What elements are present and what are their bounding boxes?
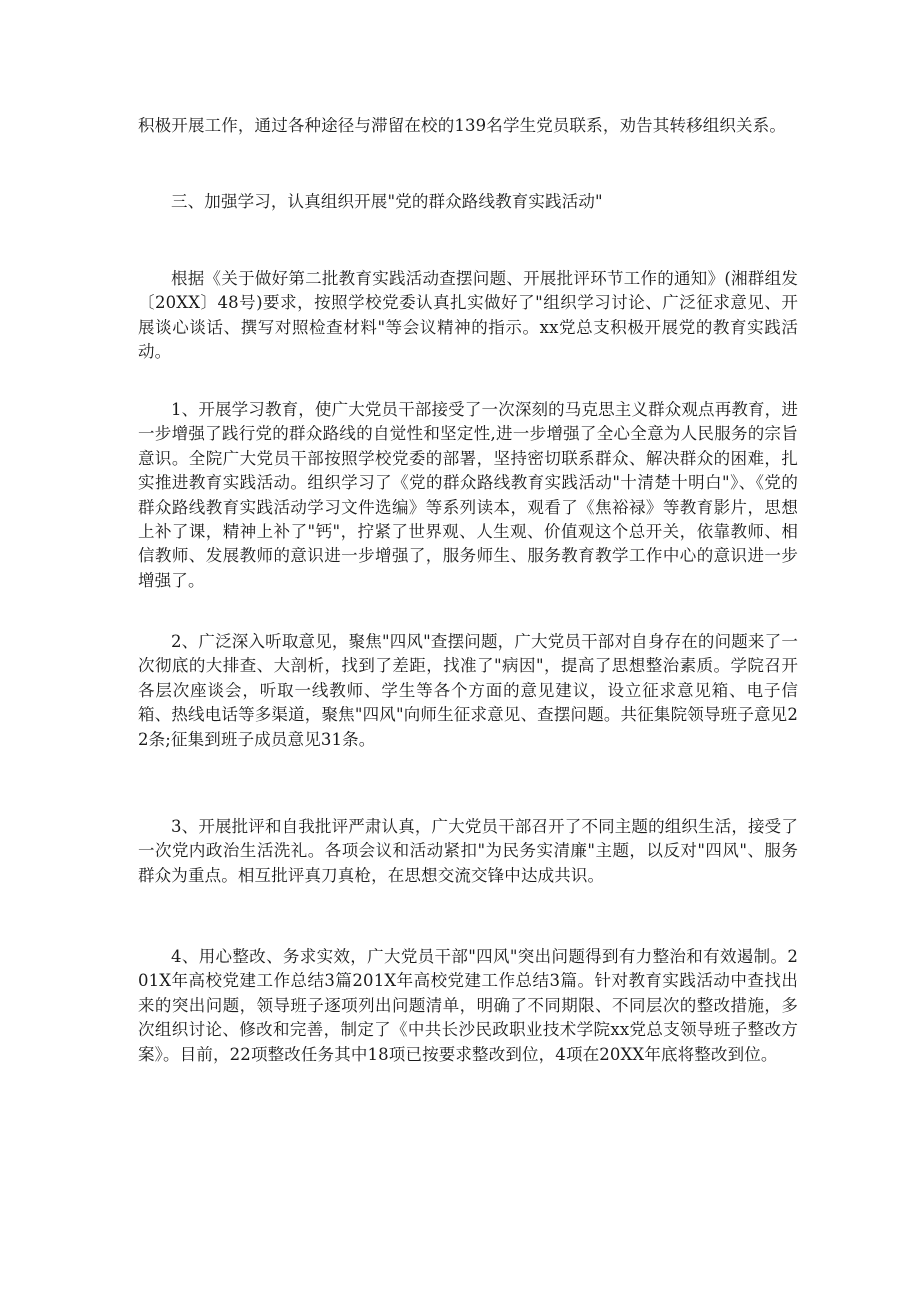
section-heading: 三、加强学习，认真组织开展"党的群众路线教育实践活动" (171, 192, 603, 211)
paragraph-item-4: 4、用心整改、务求实效，广大党员干部"四风"突出问题得到有力整治和有效遏制。201X年高校党建工作总结3篇201X年高校党建工作总结3篇。针对教育实践活动中查找出来的突出问题，领导班子逐项列出问题清单，明确了不同期限、不同层次的整改措施，多次组织讨论、修改和完善，制定了《中共长沙民政职业技术学院xx党总支领导班子整改方案》。目前，22项整改任务其中18项已按要求整改到位，4项在20XX年底将整改到位。 (138, 947, 798, 1064)
paragraph-intro: 根据《关于做好第二批教育实践活动查摆问题、开展批评环节工作的通知》(湘群组发〔20XX〕48号)要求，按照学校党委认真扎实做好了"组织学习讨论、广泛征求意见、开展谈心谈话、撰写对照检查材料"等会议精神的指示。xx党总支积极开展党的教育实践活动。 (138, 269, 798, 362)
paragraph-item-3: 3、开展批评和自我批评严肃认真，广大党员干部召开了不同主题的组织生活，接受了一次党内政治生活洗礼。各项会议和活动紧扣"为民务实清廉"主题，以反对"四风"、服务群众为重点。相互批评真刀真枪，在思想交流交锋中达成共识。 (138, 817, 798, 885)
paragraph-item-1: 1、开展学习教育，使广大党员干部接受了一次深刻的马克思主义群众观点再教育，进一步增强了践行党的群众路线的自觉性和坚定性,进一步增强了全心全意为人民服务的宗旨意识。全院广大党员干部按照学校党委的部署，坚持密切联系群众、解决群众的困难，扎实推进教育实践活动。组织学习了《党的群众路线教育实践活动"十清楚十明白"》、《党的群众路线教育实践活动学习文件选编》等系列读本，观看了《焦裕禄》等教育影片，思想上补了课，精神上补了"钙"，拧紧了世界观、人生观、价值观这个总开关，依靠教师、相信教师、发展教师的意识进一步增强了，服务师生、服务教育教学工作中心的意识进一步增强了。 (138, 400, 798, 590)
paragraph-continuation: 积极开展工作，通过各种途径与滞留在校的139名学生党员联系，劝告其转移组织关系。 (138, 116, 786, 135)
paragraph-item-2: 2、广泛深入听取意见，聚焦"四风"查摆问题，广大党员干部对自身存在的问题来了一次彻底的大排查、大剖析，找到了差距，找准了"病因"，提高了思想整治素质。学院召开各层次座谈会，听取一线教师、学生等各个方面的意见建议，设立征求意见箱、电子信箱、热线电话等多渠道，聚焦"四风"向师生征求意见、查摆问题。共征集院领导班子意见22条;征集到班子成员意见31条。 (138, 632, 798, 749)
